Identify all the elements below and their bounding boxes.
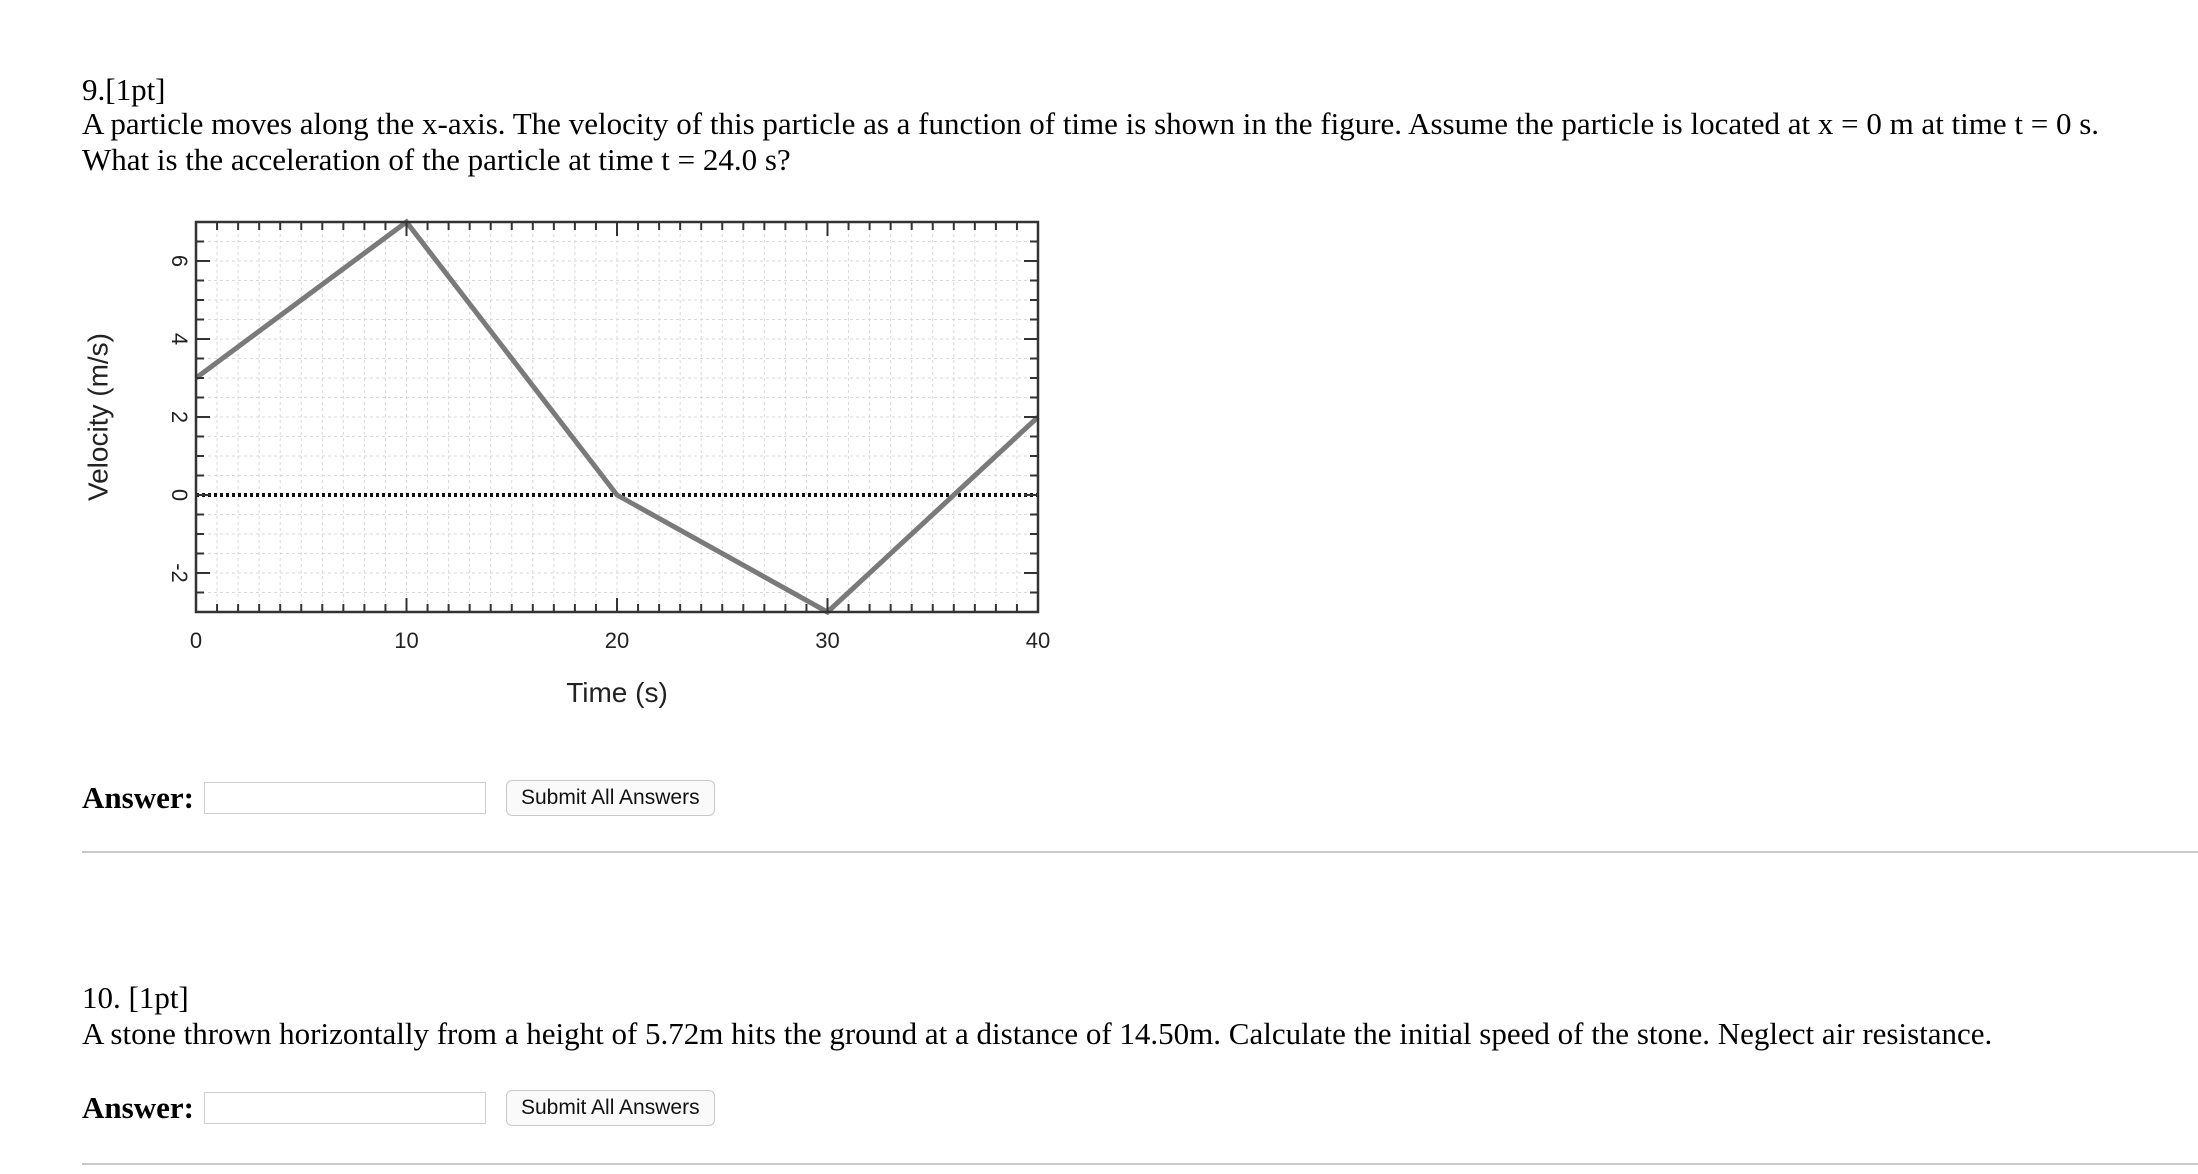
question-9-text-line2: What is the acceleration of the particle at time t = 24.0 s?: [82, 142, 791, 177]
question-10-answer-row: [82, 1088, 715, 1128]
y-tick-label: -2: [167, 563, 193, 583]
question-10-submit-button[interactable]: Submit All Answers: [506, 1090, 715, 1126]
question-10-answer-label: Answer:: [82, 1090, 194, 1125]
question-9-answer-input[interactable]: [204, 782, 486, 814]
x-tick-label: 0: [189, 628, 203, 653]
question-10-text: A stone thrown horizontally from a height of 5.72m hits the ground at a distance of 14.50m. Calculate the initial speed of the stone. Neglect air resistance.: [82, 1016, 1993, 1051]
question-9-answer-label: Answer:: [82, 780, 194, 815]
y-axis-label: Velocity (m/s): [82, 332, 114, 502]
y-tick-label: 6: [167, 254, 193, 268]
question-9-submit-button[interactable]: Submit All Answers: [506, 780, 715, 816]
x-tick-label: 10: [394, 628, 419, 653]
question-9-header: 9.[1pt]: [82, 72, 166, 107]
x-tick-label: 20: [604, 628, 630, 653]
velocity-time-chart: [76, 214, 1076, 714]
question-divider: [82, 851, 2198, 853]
chart-grid: [196, 222, 1038, 612]
y-tick-label: 4: [167, 332, 193, 346]
x-axis-label: Time (s): [566, 677, 668, 708]
x-tick-label: 40: [1025, 628, 1051, 653]
x-tick-label: 30: [815, 628, 840, 653]
question-10-answer-input[interactable]: [204, 1092, 486, 1124]
y-tick-label: 2: [167, 410, 193, 424]
question-9-text-line1: A particle moves along the x-axis. The velocity of this particle as a function of time is shown in the figure. Assume the particle is located at x = 0 m at time t = 0 s.: [82, 106, 2100, 141]
question-10-header: 10. [1pt]: [82, 980, 189, 1015]
chart-labels: [82, 255, 1050, 708]
y-tick-label: 0: [167, 488, 193, 502]
question-9-answer-row: [82, 778, 715, 818]
question-divider: [82, 1163, 2198, 1165]
